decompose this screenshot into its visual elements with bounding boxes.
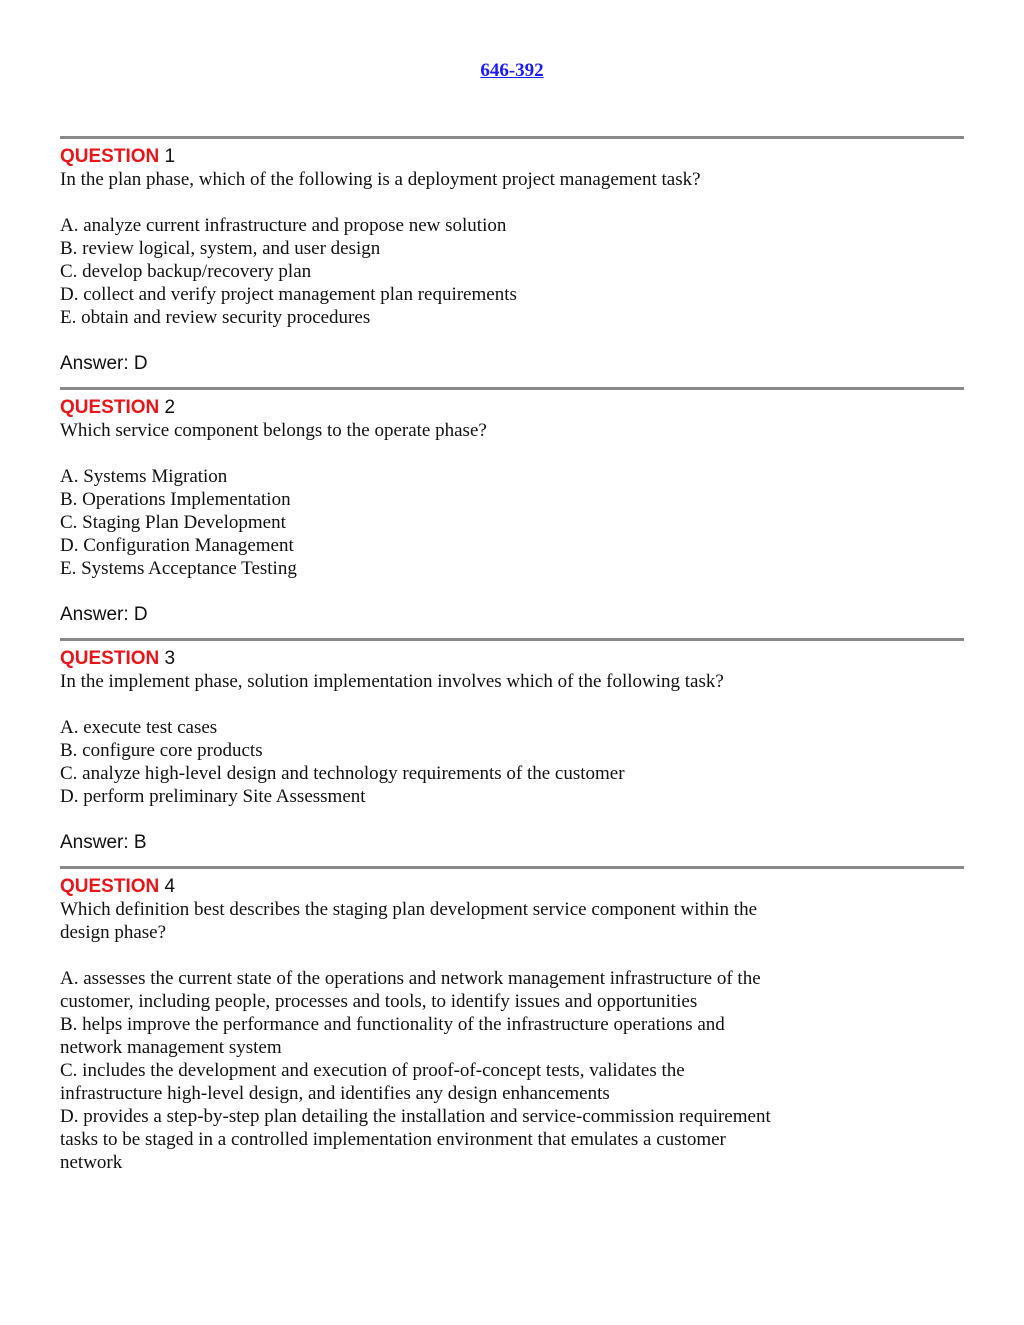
question-text: In the plan phase, which of the following is a deployment project management task? bbox=[60, 169, 701, 190]
option-list bbox=[60, 465, 790, 580]
option-a: A. execute test cases bbox=[60, 717, 218, 738]
option-a: A. analyze current infrastructure and propose new solution bbox=[60, 215, 507, 236]
question-text: Which service component belongs to the operate phase? bbox=[60, 420, 487, 441]
question-list bbox=[60, 136, 964, 1197]
question-label: QUESTION bbox=[60, 876, 160, 897]
option-c: C. Staging Plan Development bbox=[60, 512, 286, 533]
question-label: QUESTION bbox=[60, 146, 160, 167]
question-text: In the implement phase, solution implementation involves which of the following task? bbox=[60, 671, 724, 692]
question-number: 1 bbox=[164, 146, 176, 167]
question-block-4 bbox=[60, 869, 964, 1174]
question-number: 4 bbox=[164, 876, 176, 897]
option-b: B. configure core products bbox=[60, 740, 263, 761]
question-number: 2 bbox=[164, 397, 176, 418]
option-e: E. obtain and review security procedures bbox=[60, 307, 371, 328]
question-text: Which definition best describes the staging plan development service component within the design phase? bbox=[60, 899, 758, 943]
option-c: C. develop backup/recovery plan bbox=[60, 261, 312, 282]
option-d: D. Configuration Management bbox=[60, 535, 294, 556]
question-number: 3 bbox=[164, 648, 176, 669]
option-e: E. Systems Acceptance Testing bbox=[60, 558, 297, 579]
question-label: QUESTION bbox=[60, 648, 160, 669]
question-heading bbox=[60, 396, 964, 419]
option-a: A. Systems Migration bbox=[60, 466, 228, 487]
option-b: B. Operations Implementation bbox=[60, 489, 291, 510]
option-d: D. perform preliminary Site Assessment bbox=[60, 786, 366, 807]
question-heading bbox=[60, 145, 964, 168]
question-block-2 bbox=[60, 390, 964, 626]
option-b: B. review logical, system, and user design bbox=[60, 238, 381, 259]
option-list bbox=[60, 214, 790, 329]
question-label: QUESTION bbox=[60, 397, 160, 418]
exam-code-link[interactable]: 646-392 bbox=[480, 60, 544, 81]
option-d: D. provides a step-by-step plan detailing the installation and service-commission requirement tasks to be staged in a controlled implementation environment that emulates a customer network bbox=[60, 1106, 771, 1173]
question-block-1 bbox=[60, 139, 964, 375]
answer-text: Answer: D bbox=[60, 604, 148, 625]
question-heading bbox=[60, 647, 964, 670]
question-heading bbox=[60, 875, 964, 898]
option-c: C. analyze high-level design and technology requirements of the customer bbox=[60, 763, 625, 784]
option-d: D. collect and verify project management plan requirements bbox=[60, 284, 517, 305]
option-list bbox=[60, 716, 790, 808]
option-c: C. includes the development and execution of proof-of-concept tests, validates the infrastructure high-level design, and identifies any design enhancements bbox=[60, 1060, 685, 1104]
option-a: A. assesses the current state of the operations and network management infrastructure of the customer, including people, processes and tools, to identify issues and opportunities bbox=[60, 968, 761, 1012]
page-header bbox=[0, 60, 1024, 82]
option-b: B. helps improve the performance and functionality of the infrastructure operations and network management system bbox=[60, 1014, 725, 1058]
answer-text: Answer: D bbox=[60, 353, 148, 374]
question-block-3 bbox=[60, 641, 964, 854]
answer-text: Answer: B bbox=[60, 832, 147, 853]
option-list bbox=[60, 967, 790, 1174]
